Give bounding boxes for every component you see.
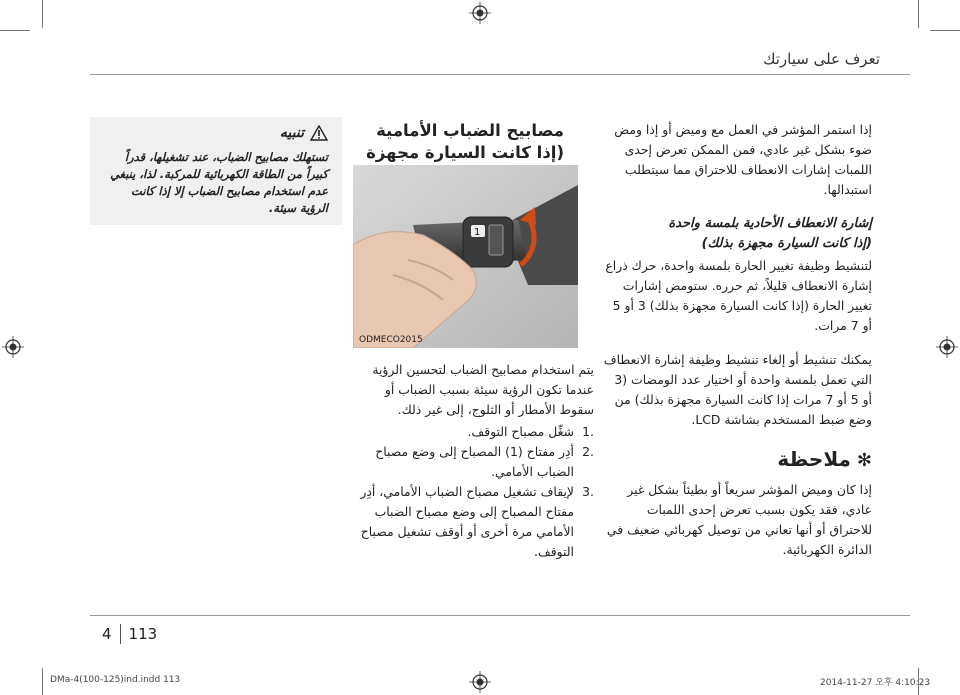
caution-box [90, 117, 342, 225]
fog-lights-steps [354, 422, 594, 562]
page-number [102, 624, 157, 644]
svg-text:1: 1 [474, 227, 481, 238]
date-info: 2014-11-27 오후 4:10:23 [820, 678, 931, 688]
registration-target-icon [2, 336, 24, 358]
warning-triangle-icon [310, 125, 328, 141]
caution-text: تستهلك مصابيح الضباب، عند تشغيلها، قدراً كبيراً من الطاقة الكهربائية للمركبة. لذا، ينبغي عدم استخدام مصابيح الضباب إلا إذا كانت الرؤية سيئة. [110, 150, 328, 215]
one-touch-heading: إشارة الانعطاف الأحادية بلمسة واحدة [668, 216, 872, 231]
star-icon: ✻ [856, 450, 872, 471]
crop-mark-tr-h [930, 30, 960, 31]
chapter-number: 4 [102, 625, 112, 643]
footer-divider [90, 615, 910, 616]
light-switch-photo [353, 165, 578, 348]
one-touch-heading-equipped: (إذا كانت السيارة مجهزة بذلك) [701, 236, 872, 251]
light-switch-illustration [353, 165, 578, 348]
header-divider [90, 74, 910, 75]
lcd-settings-paragraph: يمكنك تنشيط أو إلغاء تنشيط وظيفة إشارة الانعطاف التي تعمل بلمسة واحدة أو اختيار عدد الومضات (3 أو 5 أو 7 مرات إذا كانت السيارة مجهزة بذلك) من وضع ضبط المستخدم بشاشة LCD. [603, 352, 872, 427]
crop-mark-tr-v [918, 0, 919, 28]
right-column [602, 120, 872, 574]
chapter-title: تعرف على سيارتك [763, 50, 880, 68]
note-heading: ✻ملاحظة [777, 447, 872, 471]
registration-target-icon [469, 2, 491, 24]
caution-heading: تنبيه [280, 125, 328, 141]
list-item: .2 أدِر مفتاح (1) المصباح إلى وضع مصباح الضباب الأمامي. [375, 444, 594, 479]
one-touch-paragraph: لتنشيط وظيفة تغيير الحارة بلمسة واحدة، حرك ذراع إشارة الانعطاف قليلاً، ثم حرره. ستومض إشارات تغيير الحارة (إذا كانت السيارة مجهزة بذلك) 3 أو 5 أو 7 مرات. [605, 258, 872, 333]
list-item: .3 لإيقاف تشغيل مصباح الضباب الأمامي، أدِر مفتاح المصباح إلى وضع مصباح الضباب الأمامي مرة أخرى أو أوقف تشغيل مصباح التوقف. [360, 484, 594, 559]
file-info: DMa-4(100-125)ind.indd 113 [50, 675, 181, 685]
registration-target-icon [469, 671, 491, 693]
intro-paragraph: إذا استمر المؤشر في العمل مع وميض أو إذا ومض ضوء بشكل غير عادي، فمن الممكن تعرض إحدى اللمبات إشارات الانعطاف للاحتراق مما سيتطلب استبدالها. [614, 122, 872, 197]
list-item: .1 شغِّل مصباح التوقف. [467, 424, 594, 439]
crop-mark-tl-v [42, 0, 43, 28]
crop-mark-bl-v [42, 668, 43, 695]
fog-lights-title-equipped: (إذا كانت السيارة مجهزة [366, 143, 564, 162]
note-paragraph: إذا كان وميض المؤشر سريعاً أو بطيئاً بشكل غير عادي، فقد يكون بسبب تعرض إحدى اللمبات للاحتراق أو أنها تعاني من توصيل كهربائي ضعيف في الدائرة الكهربائية. [606, 482, 872, 557]
crop-mark-tl-h [0, 30, 30, 31]
page-number-value: 113 [128, 625, 158, 643]
photo-code: ODMECO2015 [359, 335, 423, 345]
fog-lights-title: مصابيح الضباب الأمامية [376, 121, 564, 140]
fog-lights-body [354, 360, 594, 562]
fog-lights-paragraph: يتم استخدام مصابيح الضباب لتحسين الرؤية عندما تكون الرؤية سيئة بسبب الضباب أو سقوط الأمطار أو الثلوج، إلى غير ذلك. [372, 362, 594, 417]
registration-target-icon [936, 336, 958, 358]
